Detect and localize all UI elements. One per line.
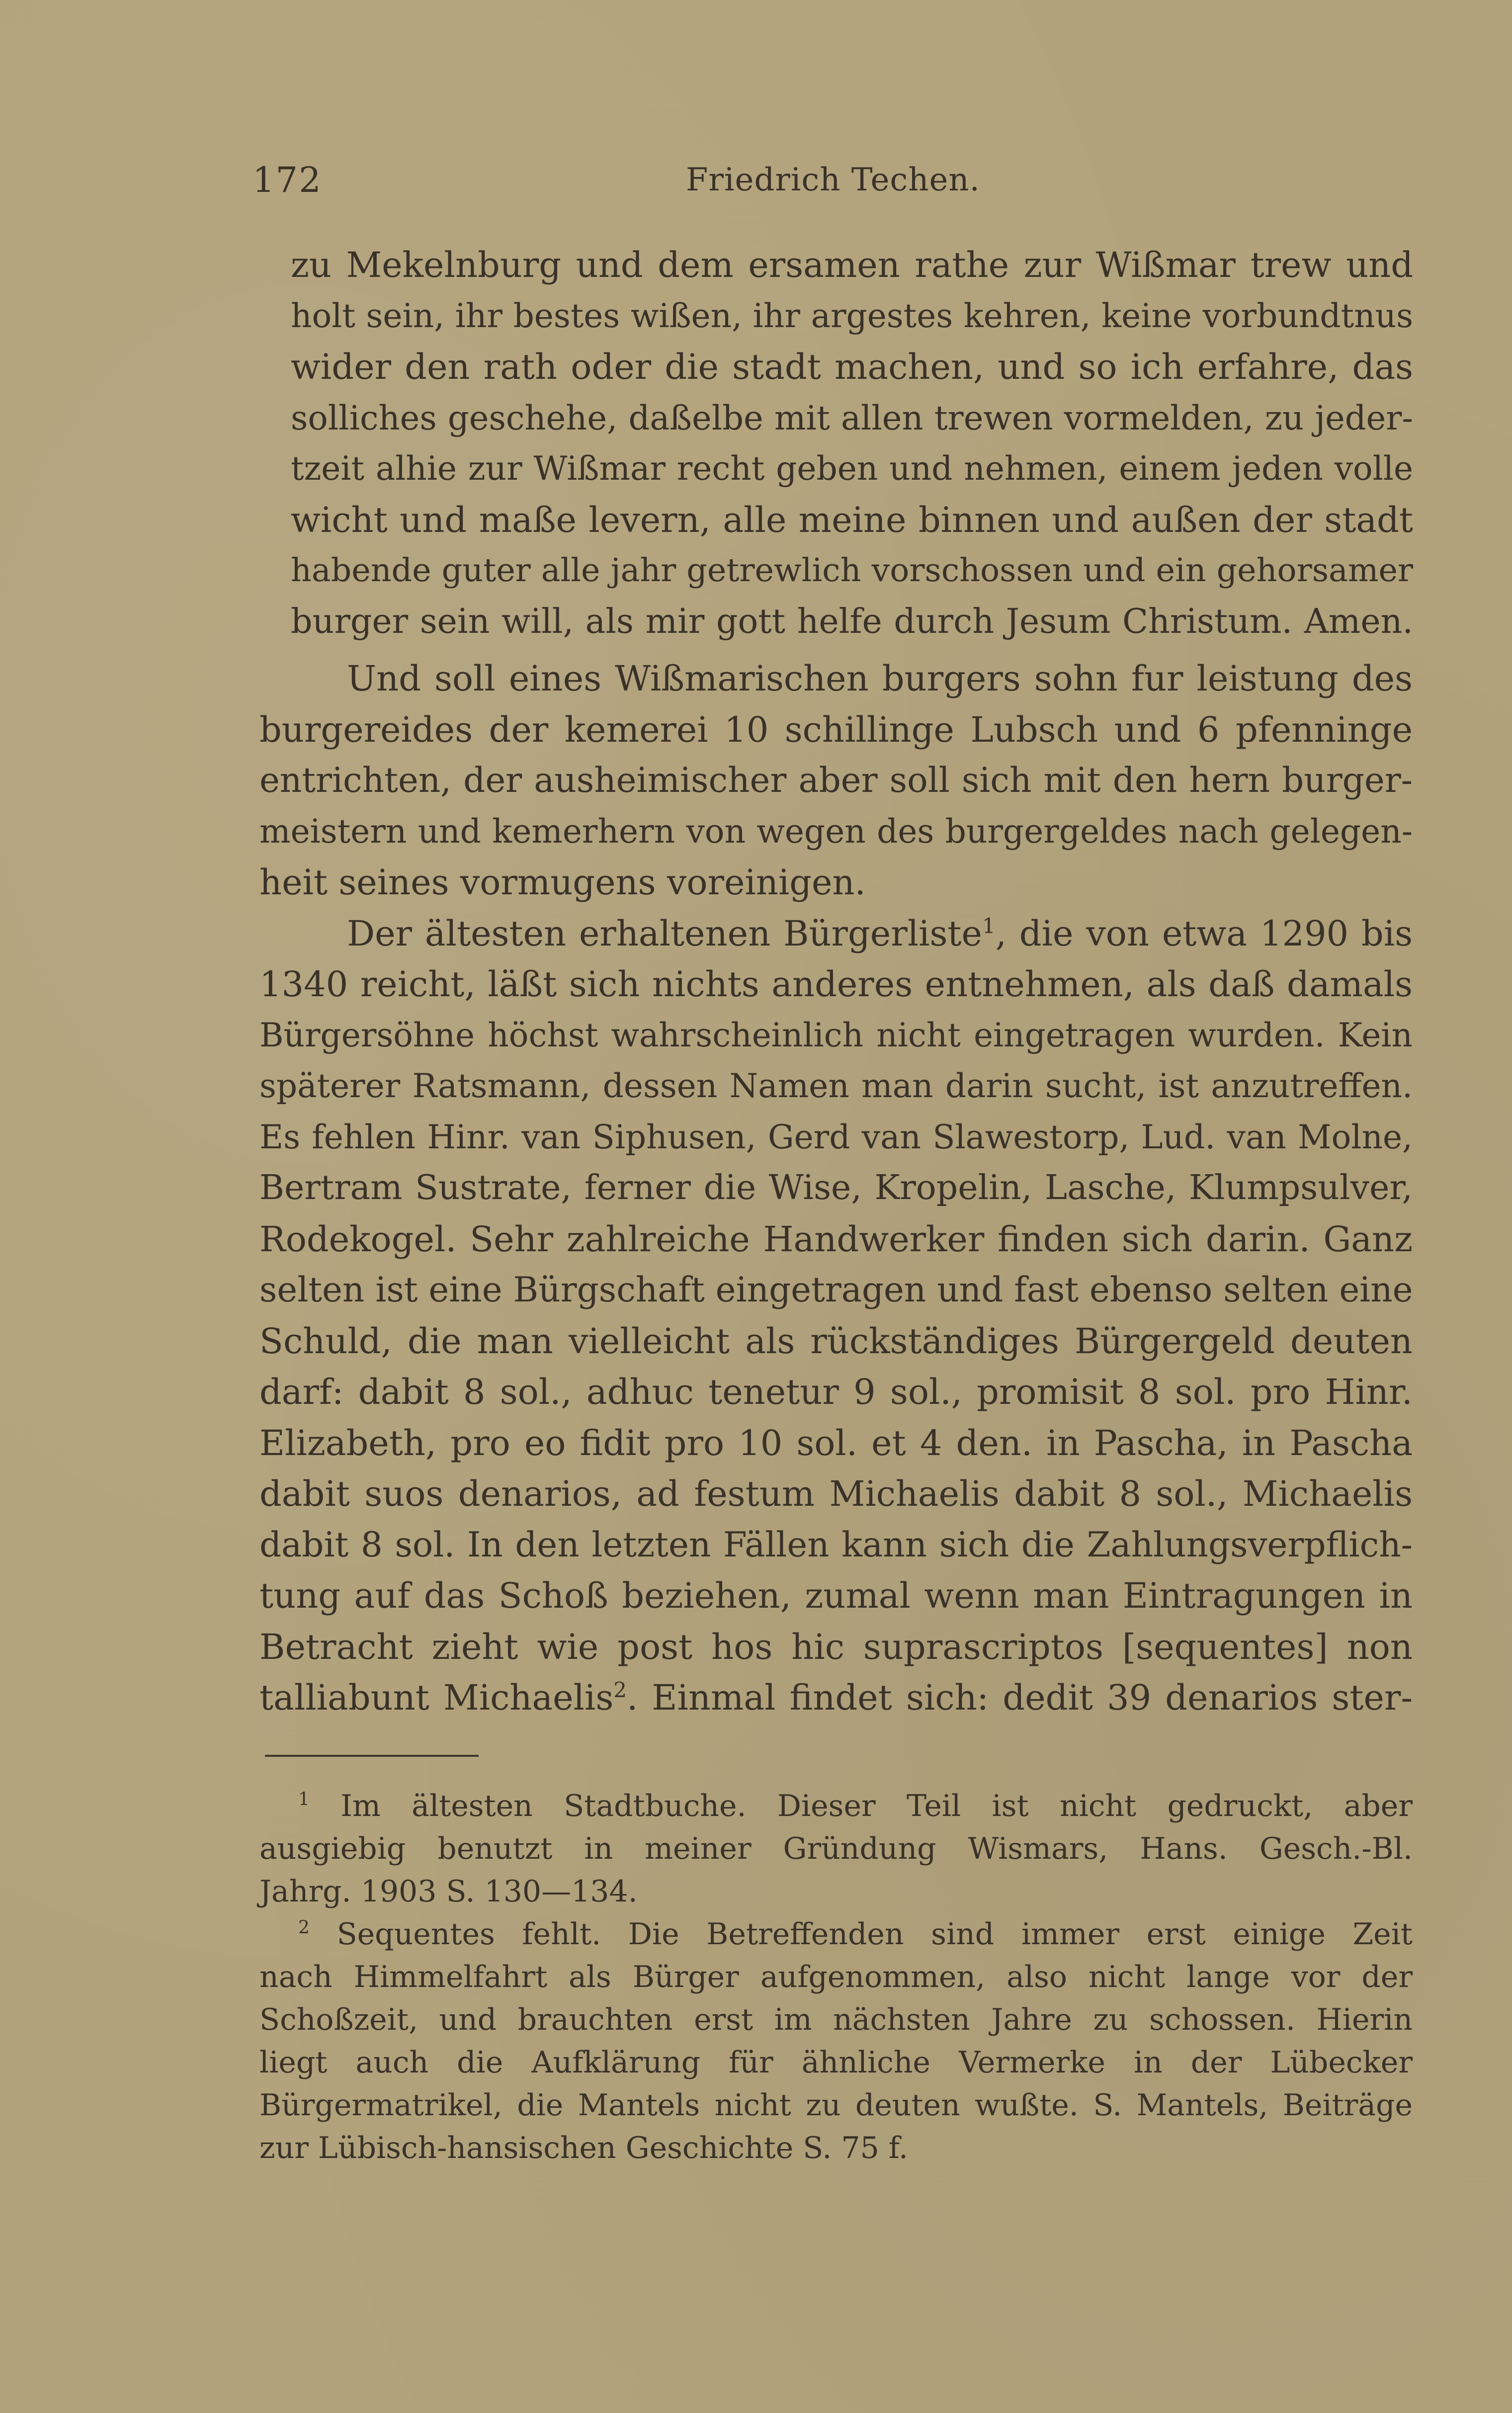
text-run: . Einmal findet sich: dedit 39 denarios ster-	[626, 1677, 1413, 1718]
footnote-ref[interactable]: 2	[613, 1677, 627, 1702]
body-line: meistern und kemerhern von wegen des burgergeldes nach gelegen-	[259, 812, 1413, 851]
footnote-marker: 1	[298, 1789, 310, 1810]
body-line: burgereides der kemerei 10 schillinge Lubsch und 6 pfenninge	[259, 709, 1413, 750]
footnote-line: ausgiebig benutzt in meiner Gründung Wismars, Hans. Gesch.-Bl.	[259, 1831, 1413, 1866]
body-line: zu Mekelnburg und dem ersamen rathe zur Wißmar trew und	[291, 245, 1413, 285]
footnote-line	[298, 1787, 1413, 1825]
body-line: 1340 reicht, läßt sich nichts anderes entnehmen, als daß damals	[259, 964, 1413, 1005]
body-line: Bertram Sustrate, ferner die Wise, Kropelin, Lasche, Klumpsulver,	[259, 1168, 1413, 1207]
body-line: wider den rath oder die stadt machen, und so ich erfahre, das	[291, 346, 1413, 387]
text-run: , die von etwa 1290 bis	[995, 913, 1413, 954]
body-line: wicht und maße levern, alle meine binnen und außen der stadt	[291, 500, 1413, 540]
body-line: burger sein will, als mir gott helfe durch Jesum Christum. Amen.	[291, 602, 1413, 641]
text-run: Der ältesten erhaltenen Bürgerliste	[347, 913, 982, 954]
body-line: tzeit alhie zur Wißmar recht geben und nehmen, einem jeden volle	[291, 449, 1413, 488]
footnote-line: zur Lübisch-hansischen Geschichte S. 75 f.	[259, 2131, 908, 2165]
footnote-separator	[265, 1755, 479, 1757]
footnote-line: Jahrg. 1903 S. 130—134.	[259, 1874, 638, 1909]
body-line: entrichten, der ausheimischer aber soll sich mit den hern burger-	[259, 761, 1413, 800]
body-line: holt sein, ihr bestes wißen, ihr argestes kehren, keine vorbundtnus	[291, 297, 1413, 335]
footnote-line: liegt auch die Aufklärung für ähnliche Vermerke in der Lübecker	[259, 2045, 1413, 2080]
body-line: dabit 8 sol. In den letzten Fällen kann sich die Zahlungsverpflich-	[259, 1525, 1413, 1565]
body-line: späterer Ratsmann, dessen Namen man darin sucht, ist anzutreffen.	[259, 1067, 1413, 1105]
body-line: Bürgersöhne höchst wahrscheinlich nicht eingetragen wurden. Kein	[259, 1016, 1413, 1054]
text-run: Sequentes fehlt. Die Betreffenden sind immer erst einige Zeit	[336, 1917, 1413, 1952]
body-line: selten ist eine Bürgschaft eingetragen und fast ebenso selten eine	[259, 1270, 1413, 1310]
body-line	[259, 1675, 1413, 1720]
body-line	[347, 911, 1413, 956]
body-line: Und soll eines Wißmarischen burgers sohn fur leistung des	[347, 658, 1413, 699]
page-number: 172	[252, 160, 322, 200]
body-line: Rodekogel. Sehr zahlreiche Handwerker finden sich darin. Ganz	[259, 1219, 1413, 1260]
body-line: heit seines vormugens voreinigen.	[259, 862, 866, 903]
footnote-line: Schoßzeit, und brauchten erst im nächsten Jahre zu schossen. Hierin	[259, 2002, 1413, 2037]
body-line: solliches geschehe, daßelbe mit allen trewen vormelden, zu jeder-	[291, 399, 1413, 437]
body-line: habende guter alle jahr getrewlich vorschossen und ein gehorsamer	[291, 552, 1413, 589]
body-line: Es fehlen Hinr. van Siphusen, Gerd van Slawestorp, Lud. van Molne,	[259, 1118, 1413, 1156]
text-run: talliabunt Michaelis	[259, 1677, 614, 1718]
footnote-line: nach Himmelfahrt als Bürger aufgenommen, also nicht lange vor der	[259, 1960, 1413, 1994]
footnote-ref[interactable]: 1	[982, 913, 996, 938]
body-line: darf: dabit 8 sol., adhuc tenetur 9 sol., promisit 8 sol. pro Hinr.	[259, 1372, 1413, 1412]
text-run: Im ältesten Stadtbuche. Dieser Teil ist nicht gedruckt, aber	[340, 1789, 1413, 1823]
body-line: Betracht zieht wie post hos hic suprascriptos [sequentes] non	[259, 1627, 1413, 1667]
body-line: Schuld, die man vielleicht als rückständiges Bürgergeld deuten	[259, 1321, 1413, 1362]
body-line: dabit suos denarios, ad festum Michaelis dabit 8 sol., Michaelis	[259, 1473, 1413, 1514]
footnote-marker: 2	[298, 1917, 310, 1938]
body-line: Elizabeth, pro eo fidit pro 10 sol. et 4 den. in Pascha, in Pascha	[259, 1423, 1413, 1464]
footnote-line	[298, 1915, 1413, 1953]
footnote-line: Bürgermatrikel, die Mantels nicht zu deuten wußte. S. Mantels, Beiträge	[259, 2088, 1413, 2123]
body-line: tung auf das Schoß beziehen, zumal wenn man Eintragungen in	[259, 1575, 1413, 1616]
running-head: Friedrich Techen.	[686, 162, 980, 198]
